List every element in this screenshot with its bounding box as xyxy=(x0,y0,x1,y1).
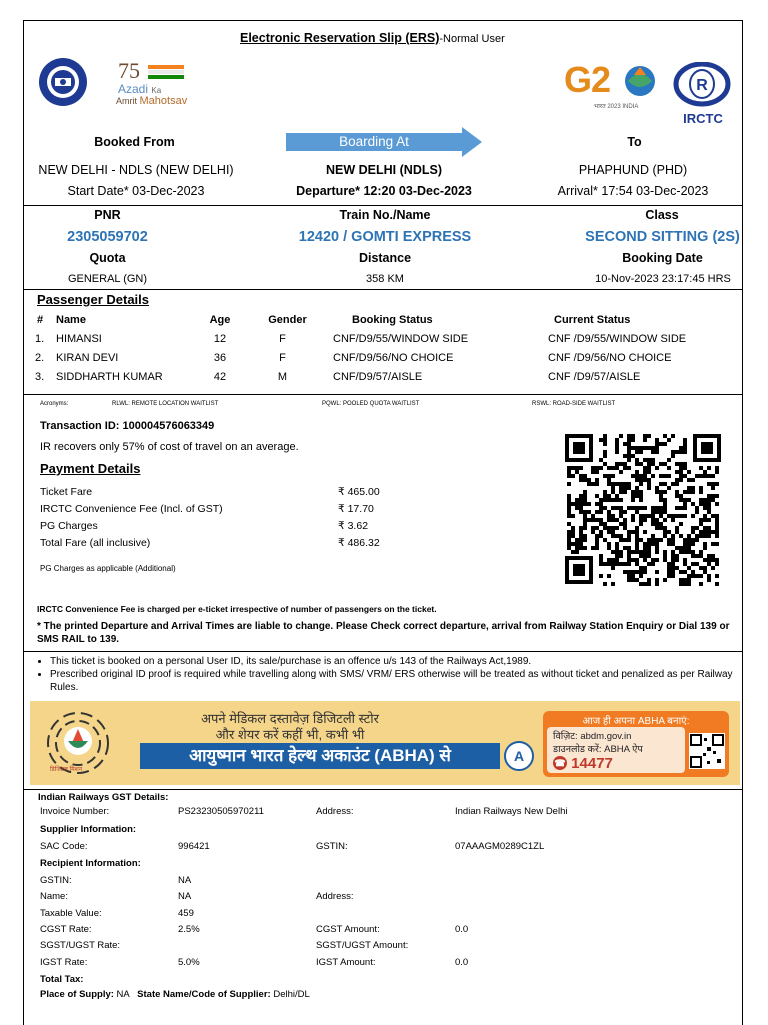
payment-value: ₹ 486.32 xyxy=(338,537,380,549)
address-label: Address: xyxy=(316,806,354,817)
payment-value: ₹ 17.70 xyxy=(338,503,374,515)
taxable-value: 459 xyxy=(178,908,194,919)
row-num: 2. xyxy=(35,352,45,364)
total-tax-label: Total Tax: xyxy=(40,974,84,985)
invoice-value: PS23230505970211 xyxy=(178,806,264,817)
row-name: KIRAN DEVI xyxy=(56,352,119,364)
recipient-gstin-label: GSTIN: xyxy=(40,875,72,886)
abha-helpline[interactable] xyxy=(553,755,613,772)
col-current-status: Current Status xyxy=(554,314,631,326)
igst-rate-label: IGST Rate: xyxy=(40,957,88,968)
state-value: Delhi/DL xyxy=(273,989,310,1000)
train-label: Train No./Name xyxy=(339,208,431,222)
class-value: SECOND SITTING (2S) xyxy=(585,229,740,245)
distance-value: 358 KM xyxy=(366,273,404,285)
recipient-name-value: NA xyxy=(178,891,192,902)
recovery-note: IR recovers only 57% of cost of travel on an average. xyxy=(40,441,299,453)
logo-caption: डिजिटल मिशन xyxy=(50,767,83,773)
cgst-amount-value: 0.0 xyxy=(455,924,469,935)
row-booking-status: CNF/D9/57/AISLE xyxy=(333,371,423,383)
abha-create-title: आज ही अपना ABHA बनाएं: xyxy=(582,716,690,727)
phone-icon: ☎ xyxy=(554,758,566,768)
convenience-fee-note: IRCTC Convenience Fee is charged per e-ticket irrespective of number of passengers on the ticket. xyxy=(37,604,437,614)
recipient-address-label: Address: xyxy=(316,891,354,902)
row-current-status: CNF /D9/57/AISLE xyxy=(548,371,641,383)
abha-info-box xyxy=(543,711,729,777)
divider xyxy=(23,789,742,790)
payment-label: Ticket Fare xyxy=(40,486,93,498)
supplier-info-label: Supplier Information: xyxy=(40,824,137,835)
place-label: Place of Supply: xyxy=(40,989,114,1000)
abha-qr-code[interactable] xyxy=(689,733,725,769)
class-label: Class xyxy=(645,208,679,222)
pnr-value: 2305059702 xyxy=(67,229,148,245)
train-value: 12420 / GOMTI EXPRESS xyxy=(298,229,472,245)
taxable-label: Taxable Value: xyxy=(40,908,102,919)
igst-amount-label: IGST Amount: xyxy=(316,957,376,968)
cgst-rate-value: 2.5% xyxy=(178,924,200,935)
abha-download[interactable]: डाउनलोड करें: ABHA ऐप xyxy=(553,744,643,755)
row-gender: F xyxy=(279,352,286,364)
abha-banner[interactable] xyxy=(30,701,740,785)
row-age: 12 xyxy=(213,333,227,345)
acronym-rlwl: RLWL: REMOTE LOCATION WAITLIST xyxy=(112,401,219,407)
row-current-status: CNF /D9/56/NO CHOICE xyxy=(548,352,672,364)
abha-visit[interactable]: विज़िट: abdm.gov.in xyxy=(553,731,632,742)
sgst-rate-label: SGST/UGST Rate: xyxy=(40,940,121,951)
cgst-amount-label: CGST Amount: xyxy=(316,924,380,935)
address-value: Indian Railways New Delhi xyxy=(455,806,568,817)
globe-lotus-icon xyxy=(622,63,658,99)
acronyms-label: Acronyms: xyxy=(40,401,69,407)
divider xyxy=(23,651,742,652)
banner-line1: अपने मेडिकल दस्तावेज़ डिजिटली स्टोर xyxy=(201,711,379,726)
indian-railways-logo xyxy=(38,57,88,107)
ticket-rules-list xyxy=(30,655,745,694)
divider xyxy=(23,289,742,290)
banner-line3: आयुष्मान भारत हेल्थ अकाउंट (ABHA) से xyxy=(140,743,500,769)
row-age: 42 xyxy=(213,371,227,383)
departure-time: Departure* 12:20 03-Dec-2023 xyxy=(296,184,472,198)
recipient-info-label: Recipient Information: xyxy=(40,858,141,869)
recipient-name-label: Name: xyxy=(40,891,68,902)
row-num: 3. xyxy=(35,371,45,383)
g20-logo: G2 भारत 2023 INDIA xyxy=(564,60,660,116)
banner-line2: और शेयर करें कहीं भी, कभी भी xyxy=(215,727,365,742)
payment-label: Total Fare (all inclusive) xyxy=(40,537,151,549)
start-date: Start Date* 03-Dec-2023 xyxy=(67,184,205,198)
row-booking-status: CNF/D9/55/WINDOW SIDE xyxy=(333,333,469,345)
sac-value: 996421 xyxy=(178,841,210,852)
quota-label: Quota xyxy=(89,251,126,265)
divider xyxy=(23,394,742,395)
row-name: HIMANSI xyxy=(56,333,102,345)
gst-heading: Indian Railways GST Details: xyxy=(38,792,169,803)
pg-charges-note: PG Charges as applicable (Additional) xyxy=(40,564,176,573)
to-label: To xyxy=(627,135,642,149)
payment-label: IRCTC Convenience Fee (Incl. of GST) xyxy=(40,503,223,515)
col-booking-status: Booking Status xyxy=(352,314,433,326)
rule-item: • Prescribed original ID proof is required while travelling along with SMS/ VRM/ ERS otherwise will be treated as without ticket and penalized as per Railway Rules. xyxy=(50,668,745,694)
svg-text:A: A xyxy=(513,748,525,764)
transaction-id: Transaction ID: 100004576063349 xyxy=(40,420,215,432)
cgst-rate-label: CGST Rate: xyxy=(40,924,92,935)
times-change-note: * The printed Departure and Arrival Times are liable to change. Please Check correct departure, arrival from Railway Station Enquiry or Dial 139 or SMS RAIL to 139. xyxy=(37,621,730,645)
helpline-number: 14477 xyxy=(571,755,613,772)
rule-item: • This ticket is booked on a personal User ID, its sale/purchase is an offence u/s 143 of the Railways Act,1989. xyxy=(50,655,745,668)
sac-label: SAC Code: xyxy=(40,841,88,852)
pnr-label: PNR xyxy=(94,208,121,222)
invoice-label: Invoice Number: xyxy=(40,806,110,817)
igst-rate-value: 5.0% xyxy=(178,957,200,968)
row-current-status: CNF /D9/55/WINDOW SIDE xyxy=(548,333,687,345)
ers-title: Electronic Reservation Slip (ERS) xyxy=(240,31,440,45)
col-gender: Gender xyxy=(268,314,307,326)
row-gender: M xyxy=(277,371,288,383)
svg-text:R: R xyxy=(696,77,708,94)
divider xyxy=(23,205,742,206)
place-value: NA xyxy=(116,989,130,1000)
payment-heading: Payment Details xyxy=(40,461,141,476)
sgst-amount-label: SGST/UGST Amount: xyxy=(316,940,409,951)
qr-code[interactable] xyxy=(563,434,723,586)
row-age: 36 xyxy=(213,352,227,364)
to-station: PHAPHUND (PHD) xyxy=(578,163,688,177)
arrival-time: Arrival* 17:54 03-Dec-2023 xyxy=(557,184,709,198)
acronym-rswl: RSWL: ROAD-SIDE WAITLIST xyxy=(532,401,616,407)
abha-logo-icon xyxy=(504,741,534,771)
booked-from-label: Booked From xyxy=(94,135,175,149)
row-booking-status: CNF/D9/56/NO CHOICE xyxy=(333,352,454,364)
row-name: SIDDHARTH KUMAR xyxy=(56,371,163,383)
row-num: 1. xyxy=(35,333,45,345)
from-station: NEW DELHI - NDLS (NEW DELHI) xyxy=(38,163,234,177)
col-age: Age xyxy=(209,314,231,326)
payment-value: ₹ 3.62 xyxy=(338,520,369,532)
gstin-value: 07AAAGM0289C1ZL xyxy=(455,841,545,852)
row-gender: F xyxy=(279,333,286,345)
place-of-supply-row xyxy=(40,989,310,1000)
payment-label: PG Charges xyxy=(40,520,98,532)
ers-subtitle: -Normal User xyxy=(439,33,505,45)
boarding-station: NEW DELHI (NDLS) xyxy=(326,163,442,177)
boarding-at-label: Boarding At xyxy=(339,134,409,149)
gstin-label: GSTIN: xyxy=(316,841,348,852)
igst-amount-value: 0.0 xyxy=(455,957,469,968)
azadi-ka-amrit-mahotsav-logo: 75 Azadi Ka Amrit Mahotsav xyxy=(116,58,188,107)
recipient-gstin-value: NA xyxy=(178,875,192,886)
distance-label: Distance xyxy=(358,251,412,265)
booking-date-label: Booking Date xyxy=(622,251,703,265)
quota-value: GENERAL (GN) xyxy=(67,273,148,285)
irctc-logo: R IRCTC xyxy=(672,62,734,124)
acronym-pqwl: PQWL: POOLED QUOTA WAITLIST xyxy=(322,401,420,407)
state-label: State Name/Code of Supplier: xyxy=(137,989,271,1000)
ers-title-row xyxy=(240,31,505,45)
passenger-heading: Passenger Details xyxy=(37,292,150,307)
booking-date-value: 10-Nov-2023 23:17:45 HRS xyxy=(595,273,731,285)
col-name: Name xyxy=(56,314,86,326)
col-num: # xyxy=(37,314,44,326)
payment-value: ₹ 465.00 xyxy=(338,486,380,498)
